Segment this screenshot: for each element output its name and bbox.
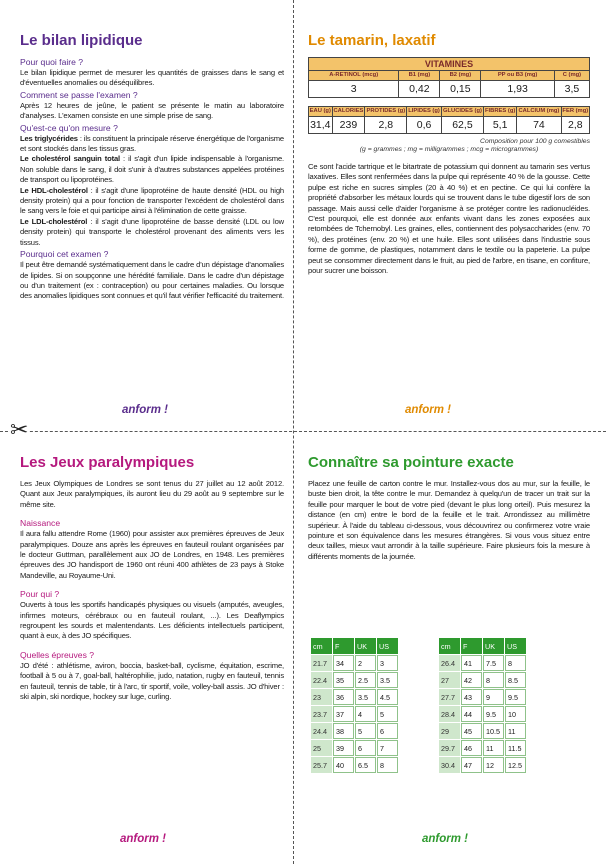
jeux-paralympiques-card: [20, 455, 284, 795]
vit-val: 1,93: [481, 81, 555, 98]
pointure-title: Connaître sa pointure exacte: [308, 455, 514, 471]
bilan-lipidique-card: [20, 33, 284, 418]
size-cell: 10: [505, 706, 526, 722]
size-cell: 11: [505, 723, 526, 739]
tamarin-text: Ce sont l'acide tartrique et le bitartrate de potassium qui donnent au tamarin ses vertus laxatives. Elles sont renfermées dans la pulpe qui représente 40 % de la gousse. Cette pulpe est riche en sucres simples (20 à 40 %) et en pectine. Ce qui lui confère la propriété d'absorber les métaux lourds qui se trouvent dans le tube digestif lors de son passage. Mais aussi celle d'aider l'organisme à se protéger contre les radionucléides. C'est pourquoi, elle est donnée aux enfants vivant dans les zones exposées aux retombées de Tchernobyl. Les graines, elles, contiennent des polysaccharides (env. 70 %), des protéines (env. 20 %) et une huile. Elles sont utilisées dans l'industrie sous forme de gomme, de plastiques, notamment dans le textile ou la papeterie. La pulpe peut se consommer directement dans le fruit, au pied de l'arbre, en tisane, en confiture, pour sucrer une boisson.: [308, 162, 590, 276]
size-cell: 8: [483, 672, 504, 688]
size-cell: 30.4: [439, 757, 460, 773]
size-header: cm: [439, 638, 460, 654]
size-header: F: [461, 638, 482, 654]
size-cell: 35: [333, 672, 354, 688]
table-row: [311, 706, 398, 722]
size-cell: 27.7: [439, 689, 460, 705]
jeux-q1: Naissance: [20, 518, 61, 529]
size-cell: 28.4: [439, 706, 460, 722]
size-cell: 21.7: [311, 655, 332, 671]
size-cell: 9: [483, 689, 504, 705]
size-cell: 29.7: [439, 740, 460, 756]
size-cell: 41: [461, 655, 482, 671]
table-row: [311, 723, 398, 739]
size-header: UK: [483, 638, 504, 654]
jeux-q3: Quelles épreuves ?: [20, 649, 95, 660]
ldl-text: : il s'agit d'une lipoprotéine de basse densité (LDL ou low density protein) qui transporte le cholestérol provenant des aliments vers les tissus.: [20, 216, 284, 247]
table-row: [439, 723, 526, 739]
size-cell: 2: [355, 655, 376, 671]
size-cell: 5: [355, 723, 376, 739]
size-cell: 2.5: [355, 672, 376, 688]
size-cell: 6.5: [355, 757, 376, 773]
nut-col: FER (mg): [561, 107, 589, 117]
table-row: [439, 655, 526, 671]
bilan-hdl: [20, 186, 284, 217]
size-cell: 36: [333, 689, 354, 705]
table-row: [311, 757, 398, 773]
tamarin-card: [308, 33, 590, 408]
bilan-chol: [20, 154, 284, 185]
jeux-p2: Ouverts à tous les sportifs handicapés physiques ou visuels (amputés, aveugles, infirmes moteurs, cérébraux ou en fauteuil roulant, ...). Les Deaflympics regroupent les sourds et malentendants. Les déficients intellectuels participent, quant à eux, à des JO spécifiques.: [20, 600, 284, 641]
vit-col: PP ou B3 (mg): [481, 71, 555, 81]
size-cell: 3: [377, 655, 398, 671]
jeux-q2: Pour qui ?: [20, 589, 60, 600]
vit-val: 0,15: [440, 81, 481, 98]
size-cell: 47: [461, 757, 482, 773]
ldl-label: Le LDL-cholestérol: [20, 216, 88, 226]
size-header: UK: [355, 638, 376, 654]
size-cell: 6: [355, 740, 376, 756]
nut-col: FIBRES (g): [484, 107, 517, 117]
pointure-text: Placez une feuille de carton contre le mur. Installez-vous dos au mur, sur la feuille, le buste bien droit, la tête contre le mur. Demandez à quelqu'un de tracer un trait sur la feuille pour marquer le bout de votre pied (devant le plus long orteil). Puis mesurez la distance (en cm) entre le bord de la feuille et le trait. Arrondissez au millimètre supérieur. À l'aide du tableau ci-dessous, vous découvrirez ou confirmerez votre vraie pointure et son équivalence dans les mesures étrangères. Si vous vous situez entre deux tailles, mieux vaut arrondir à la taille supérieure. Faire plusieurs fois la mesure à différents moments de la journée.: [308, 479, 590, 561]
size-cell: 10.5: [483, 723, 504, 739]
hdl-text: : il s'agit d'une lipoprotéine de haute densité (HDL ou high density protein) qui a pour fonction de transporter l'excédent de cholestérol dans le sang vers le foie et qui participe ainsi à l'élimination de cette graisse.: [20, 185, 284, 216]
vit-val: 0,42: [399, 81, 440, 98]
nut-col: PROTIDES (g): [365, 107, 407, 117]
size-cell: 23.7: [311, 706, 332, 722]
tamarin-footer-logo: anform !: [405, 404, 451, 416]
size-cell: 7: [377, 740, 398, 756]
size-cell: 37: [333, 706, 354, 722]
size-header: US: [377, 638, 398, 654]
chol-text: : il s'agit d'un lipide indispensable à l'organisme. Non soluble dans le sang, il doit s'unir à d'autres substances appelées protéines de transport ou lipoprotéines.: [20, 154, 284, 185]
bilan-footer-logo: anform !: [122, 404, 168, 416]
size-cell: 12.5: [505, 757, 526, 773]
size-cell: 4: [355, 706, 376, 722]
bilan-p4: Il peut être demandé systématiquement dans le cadre d'un dépistage d'anomalies de lipides. Si on soupçonne une hérédité familiale. Dans le cadre d'un dépistage ou d'un traitement (ex : contraception) ou pour certaines maladies. Ou lorsque des anomalies lipidiques sont connues et qu'il faut vérifier l'efficacité du traitement.: [20, 260, 284, 301]
size-cell: 3.5: [377, 672, 398, 688]
horizontal-cut-line: [0, 431, 606, 432]
nut-col: EAU (g): [309, 107, 333, 117]
size-cell: 26.4: [439, 655, 460, 671]
size-cell: 38: [333, 723, 354, 739]
nut-val: 31,4: [309, 117, 333, 134]
nut-val: 2,8: [561, 117, 589, 134]
table-row: [311, 689, 398, 705]
size-header: US: [505, 638, 526, 654]
jeux-intro: Les Jeux Olympiques de Londres se sont tenus du 27 juillet au 12 août 2012. Quant aux Jeux paralympiques, ils auront lieu du 29 août au 9 septembre sur le même site.: [20, 479, 284, 509]
size-cell: 25: [311, 740, 332, 756]
nut-col: LIPIDES (g): [407, 107, 441, 117]
pointure-footer-logo: anform !: [422, 833, 468, 845]
size-cell: 45: [461, 723, 482, 739]
size-cell: 29: [439, 723, 460, 739]
size-cell: 42: [461, 672, 482, 688]
size-cell: 12: [483, 757, 504, 773]
nut-col: GLUCIDES (g): [441, 107, 483, 117]
bilan-q1: Pour quoi faire ?: [20, 57, 84, 67]
vit-val: 3,5: [554, 81, 589, 98]
size-cell: 23: [311, 689, 332, 705]
bilan-trig: [20, 134, 284, 155]
trig-label: Les triglycérides: [20, 133, 78, 143]
size-cell: 22.4: [311, 672, 332, 688]
nut-val: 62,5: [441, 117, 483, 134]
nutrition-table: [308, 106, 590, 134]
size-cell: 8: [377, 757, 398, 773]
jeux-p3: JO d'été : athlétisme, aviron, boccia, basket-ball, cyclisme, équitation, escrime, football à 5 ou à 7, goal-ball, haltérophilie, judo, natation, rugby en fauteuil, tennis en fauteuil, tennis de table, tir à l'arc, tir sportif, voile, volley-ball assis. JO d'hiver : ski alpin, ski nordique, hockey sur luge, curling.: [20, 660, 284, 702]
table-row: [439, 757, 526, 773]
nut-val: 239: [332, 117, 365, 134]
vit-val: 3: [309, 81, 399, 98]
bilan-p1: Le bilan lipidique permet de mesurer les quantités de graisses dans le sang et d'éventuelles anomalies ou déséquilibres.: [20, 68, 284, 88]
nut-val: 2,8: [365, 117, 407, 134]
table-row: [439, 706, 526, 722]
size-cell: 27: [439, 672, 460, 688]
nut-col: CALCIUM (mg): [517, 107, 561, 117]
size-cell: 40: [333, 757, 354, 773]
size-cell: 8.5: [505, 672, 526, 688]
vit-col: B1 (mg): [399, 71, 440, 81]
nut-val: 5,1: [484, 117, 517, 134]
size-header: cm: [311, 638, 332, 654]
size-cell: 9.5: [483, 706, 504, 722]
table-row: [311, 740, 398, 756]
size-cell: 9.5: [505, 689, 526, 705]
trig-text: : ils constituent la principale réserve énergétique de l'organisme et sont stockés dans les tissus gras.: [20, 133, 284, 154]
size-header: F: [333, 638, 354, 654]
tamarin-title: Le tamarin, laxatif: [308, 33, 436, 49]
jeux-title: Les Jeux paralympiques: [20, 455, 195, 471]
table-row: [439, 740, 526, 756]
vertical-cut-line: [293, 0, 294, 864]
nut-col: CALORIES: [332, 107, 365, 117]
bilan-p2: Après 12 heures de jeûne, le patient se présente le matin au laboratoire d'analyses. L'examen consiste en une simple prise de sang.: [20, 100, 284, 121]
size-cell: 4.5: [377, 689, 398, 705]
size-table-2: [438, 637, 527, 774]
size-cell: 8: [505, 655, 526, 671]
bilan-q2: Comment se passe l'examen ?: [20, 89, 138, 100]
size-cell: 39: [333, 740, 354, 756]
size-cell: 3.5: [355, 689, 376, 705]
size-cell: 43: [461, 689, 482, 705]
bilan-title: Le bilan lipidique: [20, 33, 143, 49]
size-cell: 11.5: [505, 740, 526, 756]
bilan-q3: Qu'est-ce qu'on mesure ?: [20, 122, 118, 133]
vitamines-table: [308, 57, 590, 98]
chol-label: Le cholestérol sanguin total: [20, 154, 120, 164]
size-cell: 6: [377, 723, 398, 739]
size-table-1: [310, 637, 399, 774]
table-row: [311, 655, 398, 671]
jeux-p1: Il aura fallu attendre Rome (1960) pour assister aux premières épreuves de Jeux paralympiques. Douze ans après les épreuves en fauteuil roulant organisées par le docteur Guttman, parallèlement aux JO de Londres, en 1948. Les premières épreuves des JO handisport de 1960 ont réuni 400 athlètes de 23 pays à Stoke Mandeville, au Royaume-Uni.: [20, 529, 284, 580]
vit-col: A-RETINOL (mcg): [309, 71, 399, 81]
bilan-ldl: [20, 217, 284, 248]
vit-col: B2 (mg): [440, 71, 481, 81]
size-cell: 11: [483, 740, 504, 756]
size-cell: 44: [461, 706, 482, 722]
size-cell: 25.7: [311, 757, 332, 773]
pointure-card: [308, 455, 590, 615]
bilan-q4: Pourquoi cet examen ?: [20, 249, 109, 260]
size-cell: 7.5: [483, 655, 504, 671]
size-cell: 24.4: [311, 723, 332, 739]
composition-note: Composition pour 100 g comestibles: [480, 138, 590, 145]
hdl-label: Le HDL-cholestérol: [20, 185, 88, 195]
size-cell: 5: [377, 706, 398, 722]
scissors-icon: ✂: [10, 418, 29, 443]
nut-val: 0,6: [407, 117, 441, 134]
units-note: (g = grammes ; mg = milligrammes ; mcg = microgrammes): [359, 146, 539, 153]
size-cell: 46: [461, 740, 482, 756]
size-cell: 34: [333, 655, 354, 671]
table-row: [311, 672, 398, 688]
nut-val: 74: [517, 117, 561, 134]
table-row: [439, 672, 526, 688]
table-row: [439, 689, 526, 705]
vitamines-header: VITAMINES: [309, 58, 590, 71]
jeux-footer-logo: anform !: [120, 833, 166, 845]
vit-col: C (mg): [554, 71, 589, 81]
